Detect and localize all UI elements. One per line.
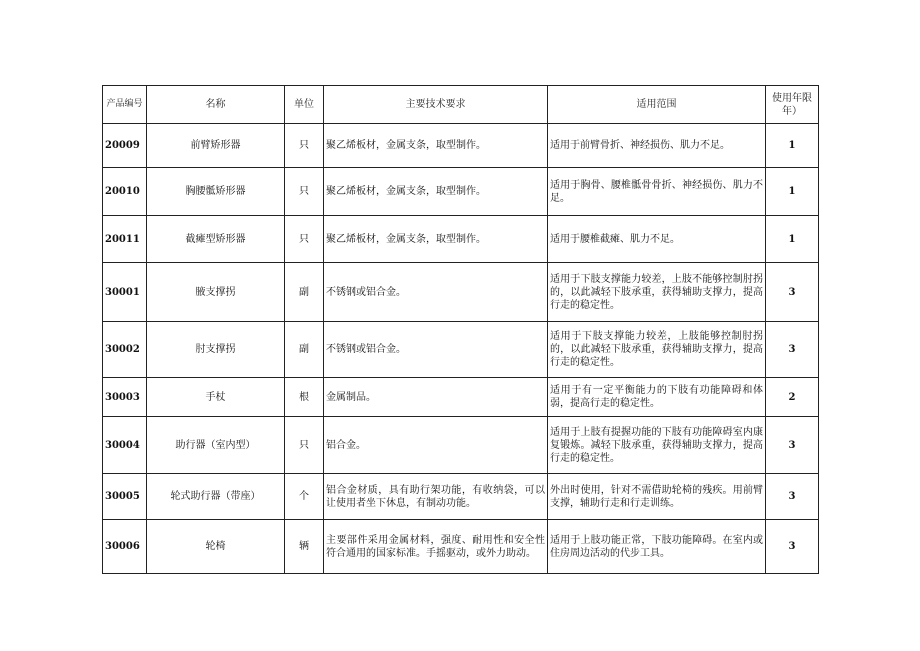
cell-scope: 适用于下肢支撑能力较差，上肢不能够控制肘拐的，以此减轻下肢承重，获得辅助支撑力，提高行走的稳定性。	[548, 263, 766, 322]
cell-unit: 只	[285, 417, 324, 474]
header-code: 产品编号	[103, 86, 147, 124]
cell-name: 胸腰骶矫形器	[147, 168, 285, 216]
cell-scope: 适用于下肢支撑能力较差，上肢能够控制肘拐的，以此减轻下肢承重，获得辅助支撑力，提高行走的稳定性。	[548, 322, 766, 378]
cell-scope: 适用于有一定平衡能力的下肢有功能障碍和体弱，提高行走的稳定性。	[548, 378, 766, 417]
cell-tech: 聚乙烯板材，金属支条，取型制作。	[324, 216, 548, 263]
cell-tech: 铝合金材质，具有助行架功能，有收纳袋，可以让使用者坐下休息，有制动功能。	[324, 474, 548, 520]
cell-name: 肘支撑拐	[147, 322, 285, 378]
cell-name: 前臂矫形器	[147, 124, 285, 168]
cell-tech: 不锈钢或铝合金。	[324, 263, 548, 322]
table-row	[103, 520, 819, 574]
table-row	[103, 417, 819, 474]
cell-tech: 主要部件采用金属材料，强度、耐用性和安全性符合通用的国家标准。手摇驱动，或外力助动。	[324, 520, 548, 574]
cell-years: 3	[766, 263, 819, 322]
cell-unit: 副	[285, 322, 324, 378]
table-row	[103, 216, 819, 263]
header-row	[103, 86, 819, 124]
cell-tech: 金属制品。	[324, 378, 548, 417]
cell-unit: 只	[285, 216, 324, 263]
header-tech: 主要技术要求	[324, 86, 548, 124]
product-table-container	[102, 85, 818, 574]
table-row	[103, 378, 819, 417]
header-scope: 适用范围	[548, 86, 766, 124]
cell-tech: 聚乙烯板材，金属支条，取型制作。	[324, 168, 548, 216]
cell-years: 1	[766, 168, 819, 216]
header-years: 使用年限年）	[766, 86, 819, 124]
cell-scope: 外出时使用，针对不需借助轮椅的残疾。用前臂支撑，辅助行走和行走训练。	[548, 474, 766, 520]
cell-name: 截瘫型矫形器	[147, 216, 285, 263]
cell-years: 2	[766, 378, 819, 417]
cell-scope: 适用于上肢有提握功能的下肢有功能障碍室内康复锻炼。减轻下肢承重，获得辅助支撑力，提高行走的稳定性。	[548, 417, 766, 474]
cell-name: 助行器（室内型）	[147, 417, 285, 474]
header-name: 名称	[147, 86, 285, 124]
cell-years: 3	[766, 417, 819, 474]
table-row	[103, 168, 819, 216]
cell-scope: 适用于前臂骨折、神经损伤、肌力不足。	[548, 124, 766, 168]
table-row	[103, 124, 819, 168]
cell-scope: 适用于腰椎截瘫、肌力不足。	[548, 216, 766, 263]
cell-unit: 副	[285, 263, 324, 322]
cell-unit: 个	[285, 474, 324, 520]
product-table	[102, 85, 819, 574]
cell-unit: 只	[285, 124, 324, 168]
cell-years: 1	[766, 124, 819, 168]
table-row	[103, 263, 819, 322]
cell-name: 轮式助行器（带座）	[147, 474, 285, 520]
cell-code: 30006	[103, 520, 147, 574]
cell-code: 30003	[103, 378, 147, 417]
cell-name: 手杖	[147, 378, 285, 417]
cell-code: 30002	[103, 322, 147, 378]
cell-code: 30005	[103, 474, 147, 520]
table-row	[103, 322, 819, 378]
cell-code: 20009	[103, 124, 147, 168]
cell-years: 3	[766, 520, 819, 574]
cell-years: 1	[766, 216, 819, 263]
cell-code: 30004	[103, 417, 147, 474]
cell-unit: 辆	[285, 520, 324, 574]
cell-name: 轮椅	[147, 520, 285, 574]
cell-unit: 只	[285, 168, 324, 216]
cell-scope: 适用于上肢功能正常，下肢功能障碍。在室内或住房周边活动的代步工具。	[548, 520, 766, 574]
cell-tech: 铝合金。	[324, 417, 548, 474]
cell-name: 腋支撑拐	[147, 263, 285, 322]
cell-years: 3	[766, 322, 819, 378]
header-unit: 单位	[285, 86, 324, 124]
cell-code: 20010	[103, 168, 147, 216]
cell-code: 30001	[103, 263, 147, 322]
cell-years: 3	[766, 474, 819, 520]
cell-unit: 根	[285, 378, 324, 417]
table-row	[103, 474, 819, 520]
cell-tech: 聚乙烯板材，金属支条，取型制作。	[324, 124, 548, 168]
cell-scope: 适用于胸骨、腰椎骶骨骨折、神经损伤、肌力不足。	[548, 168, 766, 216]
cell-tech: 不锈钢或铝合金。	[324, 322, 548, 378]
cell-code: 20011	[103, 216, 147, 263]
